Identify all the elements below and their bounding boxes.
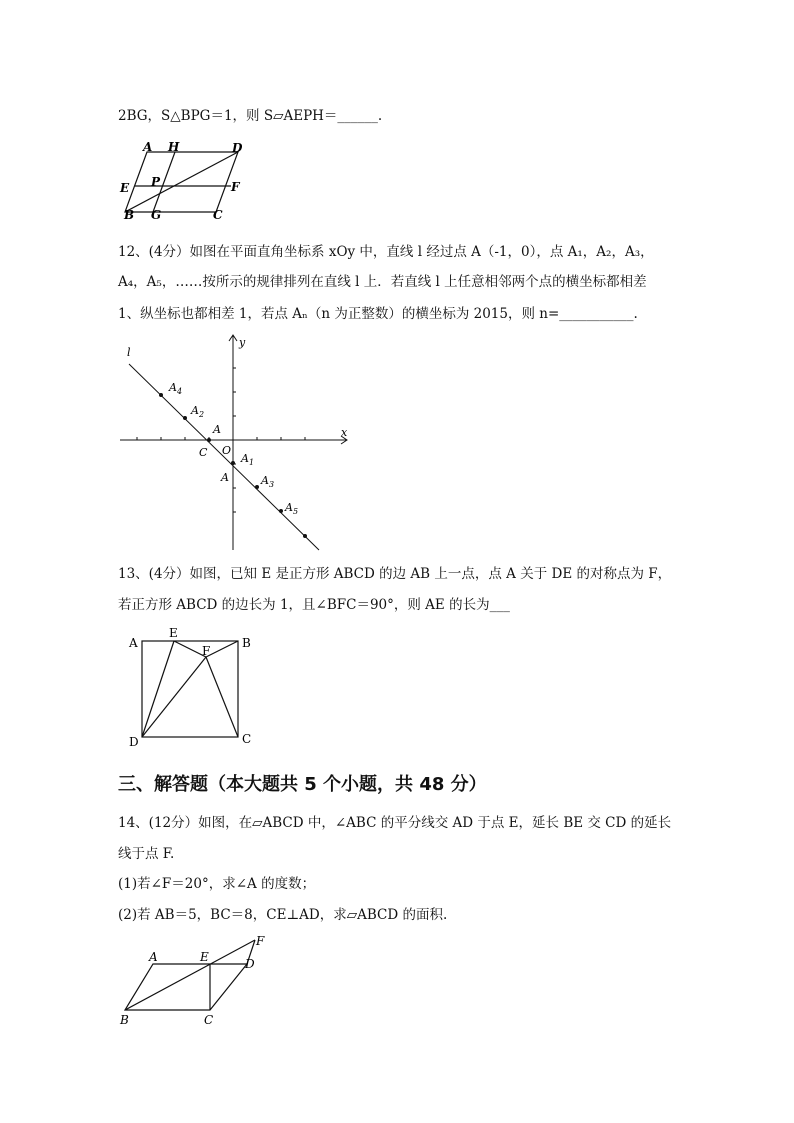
svg-text:H: H [168, 140, 180, 154]
svg-text:C: C [199, 446, 208, 459]
svg-text:D: D [232, 141, 243, 155]
svg-text:y: y [239, 336, 246, 349]
svg-text:A: A [129, 636, 138, 650]
svg-text:A5: $A_5$ [285, 501, 299, 516]
svg-text:x: x [341, 426, 348, 439]
svg-text:F: F [202, 644, 211, 658]
q13-line-2: 若正方形 ABCD 的边长为 1，且∠BFC＝90°，则 AE 的长为___ [118, 597, 510, 613]
svg-text:C: C [242, 732, 252, 746]
figure-11-parallelogram [115, 140, 275, 225]
svg-text:E: E [169, 626, 178, 640]
svg-text:G: G [151, 208, 162, 222]
svg-text:B: B [242, 636, 251, 650]
svg-text:A3: $A_3$ [261, 474, 275, 489]
svg-text:O: O [222, 444, 232, 457]
svg-text:A1: $A_1$ [241, 452, 255, 467]
q13-line-1: 13、(4分）如图，已知 E 是正方形 ABCD 的边 AB 上一点，点 A 关于 DE 的对称点为 F， [118, 566, 672, 582]
svg-text:D: D [245, 957, 255, 971]
q14-part-1: (1)若∠F＝20°，求∠A 的度数； [118, 876, 316, 892]
q14-line-1: 14、(12分）如图，在▱ABCD 中，∠ABC 的平分线交 AD 于点 E，延长 BE 交 CD 的延长 [118, 815, 672, 831]
svg-text:A: A [143, 140, 153, 154]
q12-line-2: A₄，A₅，……按所示的规律排列在直线 l 上．若直线 l 上任意相邻两个点的横坐标都相差 [118, 274, 647, 290]
svg-text:A4: $A_4$ [169, 381, 183, 396]
q12-line-3: 1、纵坐标也都相差 1，若点 Aₙ（n 为正整数）的横坐标为 2015，则 n=___________. [118, 306, 638, 322]
q14-part-2: (2)若 AB＝5，BC＝8，CE⊥AD，求▱ABCD 的面积. [118, 907, 448, 923]
line-l-label: l [127, 346, 131, 359]
figure-14-parallelogram [115, 930, 285, 1030]
svg-text:D: D [129, 735, 139, 749]
section-3-heading: 三、解答题（本大题共 5 个小题，共 48 分） [118, 774, 487, 795]
svg-text:A: A [213, 423, 221, 436]
svg-text:B: B [124, 208, 135, 222]
svg-text:A: A [149, 950, 158, 964]
q12-line-1: 12、(4分）如图在平面直角坐标系 xOy 中，直线 l 经过点 A（-1，0），点 A₁，A₂，A₃， [118, 244, 654, 260]
svg-text:A: A [221, 471, 229, 484]
q11-tail-text: 2BG，S△BPG＝1，则 S▱AEPH＝______. [118, 108, 383, 124]
svg-text:E: E [200, 950, 209, 964]
svg-text:B: B [120, 1013, 129, 1027]
svg-text:C: C [213, 208, 223, 222]
svg-text:F: F [231, 180, 240, 194]
svg-text:A2: $A_2$ [191, 404, 205, 419]
svg-text:E: E [120, 181, 130, 195]
svg-text:P: P [151, 175, 161, 189]
q14-line-2: 线于点 F. [118, 846, 175, 862]
figure-13-square [120, 625, 260, 750]
svg-text:C: C [204, 1013, 214, 1027]
figure-12-coordinate-plane [115, 330, 360, 555]
svg-text:F: F [256, 934, 265, 948]
